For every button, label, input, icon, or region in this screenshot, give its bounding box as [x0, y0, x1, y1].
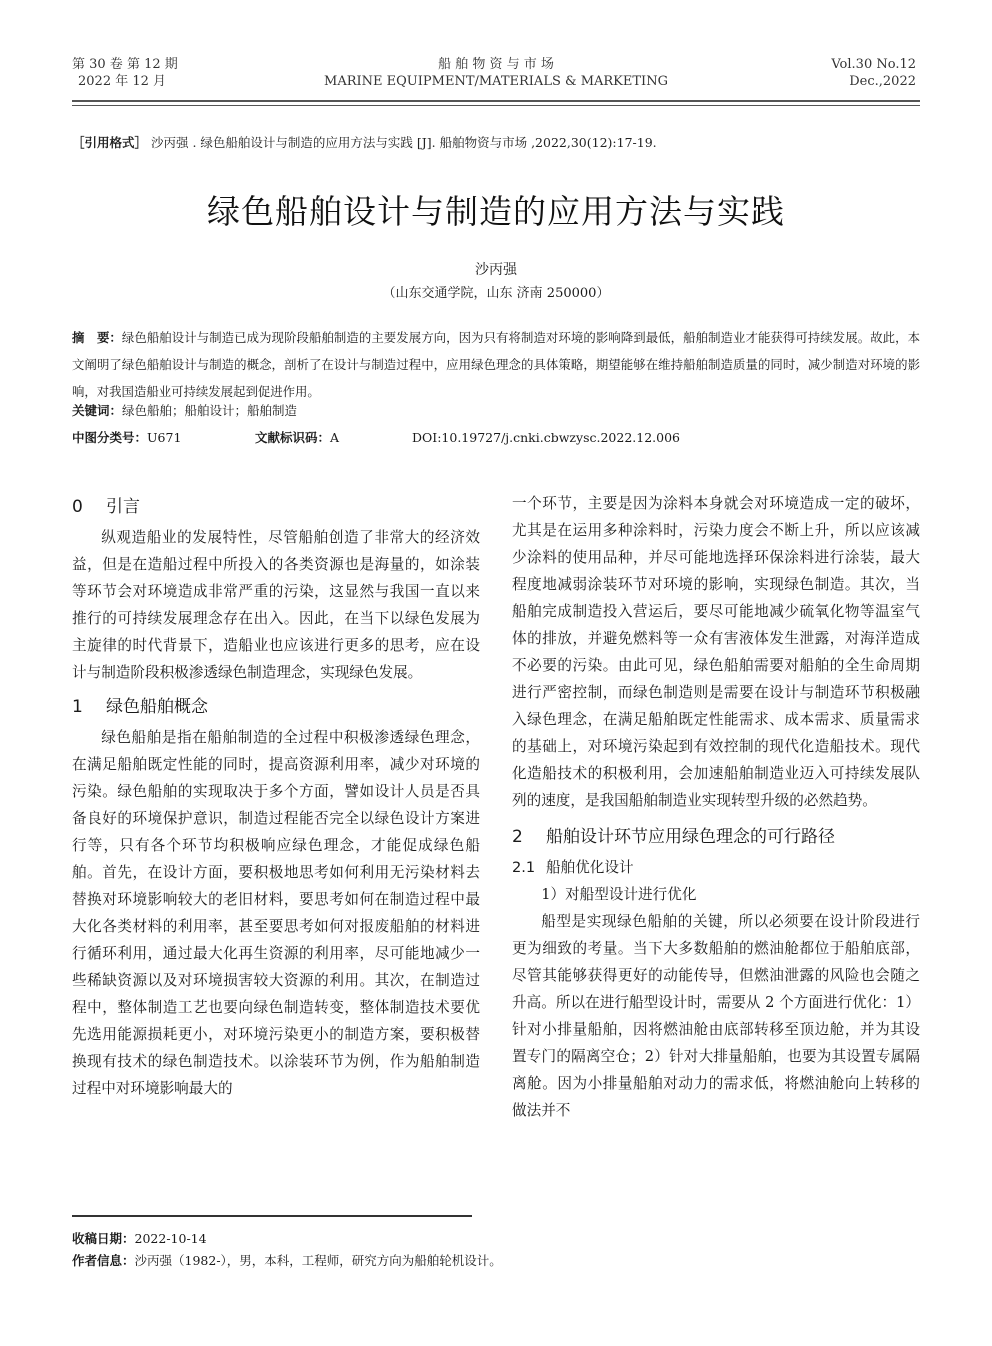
abstract-label: 摘 要： — [72, 330, 122, 345]
journal-name-en: MARINE EQUIPMENT/MATERIALS & MARKETING — [324, 74, 668, 89]
subsection-heading — [512, 854, 920, 881]
section-number: 1 — [72, 697, 83, 717]
date-en-text: Dec.,2022 — [849, 74, 916, 89]
keywords-label: 关键词： — [72, 403, 123, 418]
author-info — [72, 1251, 502, 1269]
paragraph: 纵观造船业的发展特性，尽管船舶创造了非常大的经济效益，但是在造船过程中所投入的各类资源也是海量的，如涂装等环节会对环境造成非常严重的污染，这显然与我国一直以来推行的可持续发展理念存在出入。因此，在当下以绿色发展为主旋律的时代背景下，造船业也应该进行更多的思考，应在设计与制造阶段积极渗透绿色制造理念，实现绿色发展。 — [72, 529, 480, 681]
author-affiliation: （山东交通学院，山东 济南 250000） — [382, 286, 610, 301]
doc-code-value: A — [330, 430, 340, 445]
author-info-label: 作者信息： — [72, 1253, 135, 1268]
keywords-text: 绿色船舶；船舶设计；船舶制造 — [122, 403, 298, 418]
journal-name-cn: 船 舶 物 资 与 市 场 — [438, 57, 554, 72]
classification-row — [72, 428, 680, 446]
abstract-text: 绿色船舶设计与制造已成为现阶段船舶制造的主要发展方向，因为只有将制造对环境的影响降到最低，船舶制造业才能获得可持续发展。故此，本文阐明了绿色船舶设计与制造的概念，剖析了在设计与制造过程中，应用绿色理念的具体策略，期望能够在维持船舶制造质量的同时，减少制造对环境的影响，对我国造船业可持续发展起到促进作用。 — [72, 330, 921, 399]
volume-issue-text: 第 30 卷 第 12 期 — [72, 57, 178, 72]
list-item: 1）对船型设计进行优化 — [541, 886, 697, 903]
section-title: 船舶设计环节应用绿色理念的可行路径 — [546, 827, 835, 847]
journal-vol-en — [831, 56, 916, 90]
section-title: 引言 — [106, 497, 140, 517]
citation-label: ［引用格式］ — [72, 135, 148, 150]
section-heading — [72, 692, 480, 722]
header-rule-thin — [72, 105, 920, 106]
left-column — [72, 490, 480, 1102]
citation-format — [72, 133, 657, 151]
received-value: 2022-10-14 — [134, 1231, 207, 1246]
section-number: 2 — [512, 827, 523, 847]
paragraph: 绿色船舶是指在船舶制造的全过程中积极渗透绿色理念，在满足船舶既定性能的同时，提高资源利用率，减少对环境的污染。绿色船舶的实现取决于多个方面，譬如设计人员是否具备良好的环境保护意识，制造过程能否完全以绿色设计方案进行等，只有各个环节均积极响应绿色理念，才能促成绿色船舶。首先，在设计方面，要积极地思考如何利用无污染材料去替换对环境影响较大的老旧材料，要思考如何在制造过程中最大化各类材料的利用率，甚至要思考如何对报废船舶的材料进行循环利用，通过最大化再生资源的利用率，尽可能地减少一些稀缺资源以及对环境损害较大资源的利用。其次，在制造过程中，整体制造工艺也要向绿色制造转变，整体制造技术要优先选用能源损耗更小，对环境污染更小的制造方案，要积极替换现有技术的绿色制造技术。以涂装环节为例，作为船舶制造过程中对环境影响最大的 — [72, 729, 480, 1097]
received-label: 收稿日期： — [72, 1231, 135, 1246]
doc-code-label: 文献标识码： — [255, 430, 331, 445]
abstract — [72, 324, 920, 405]
section-number: 0 — [72, 497, 83, 517]
section-title: 绿色船舶概念 — [106, 697, 208, 717]
paragraph: 船型是实现绿色船舶的关键，所以必须要在设计阶段进行更为细致的考量。当下大多数船舶的燃油舱都位于船舶底部，尽管其能够获得更好的动能传导，但燃油泄露的风险也会随之升高。所以在进行船型设计时，需要从 2 个方面进行优化：1）针对小排量船舶，因将燃油舱由底部转移至顶边舱，并为其设置专门的隔离空仓；2）针对大排量船舶，也要为其设置专属隔离舱。因为小排量船舶对动力的需求低，将燃油舱向上转移的做法并不 — [512, 913, 920, 1119]
clc-value: U671 — [147, 430, 182, 445]
paragraph: 一个环节，主要是因为涂料本身就会对环境造成一定的破坏，尤其是在运用多种涂料时，污染力度会不断上升，所以应该减少涂料的使用品种，并尽可能地选择环保涂料进行涂装，最大程度地减弱涂装环节对环境的影响，实现绿色制造。其次，当船舶完成制造投入营运后，要尽可能地减少硫氧化物等温室气体的排放，并避免燃料等一众有害液体发生泄露，对海洋造成不必要的污染。由此可见，绿色船舶需要对船舶的全生命周期进行严密控制，而绿色制造则是需要在设计与制造环节积极融入绿色理念，在满足船舶既定性能需求、成本需求、质量需求的基础上，对环境污染起到有效控制的现代化造船技术。现代化造船技术的积极利用，会加速船舶制造业迈入可持续发展队列的速度，是我国船舶制造业实现转型升级的必然趋势。 — [512, 495, 920, 809]
clc-label: 中图分类号： — [72, 430, 148, 445]
vol-no-text: Vol.30 No.12 — [831, 57, 916, 72]
footnote-rule — [72, 1215, 472, 1217]
subsection-number: 2.1 — [512, 859, 536, 876]
header-rule-thick — [72, 100, 920, 102]
paper-title: 绿色船舶设计与制造的应用方法与实践 — [207, 192, 785, 231]
right-column — [512, 490, 920, 1124]
doi: DOI:10.19727/j.cnki.cbwzysc.2022.12.006 — [412, 430, 680, 445]
author-info-value: 沙丙强（1982-），男，本科，工程师，研究方向为船舶轮机设计。 — [134, 1253, 502, 1268]
citation-text: 沙丙强 . 绿色船舶设计与制造的应用方法与实践 [J]. 船舶物资与市场 ,2022,30(12):17-19. — [151, 135, 657, 150]
issue-date-text: 2022 年 12 月 — [78, 74, 167, 89]
received-date — [72, 1229, 207, 1247]
section-heading — [72, 492, 480, 522]
author-name: 沙丙强 — [475, 262, 517, 278]
keywords — [72, 401, 297, 419]
subsection-title: 船舶优化设计 — [546, 859, 634, 876]
section-heading — [512, 822, 920, 852]
